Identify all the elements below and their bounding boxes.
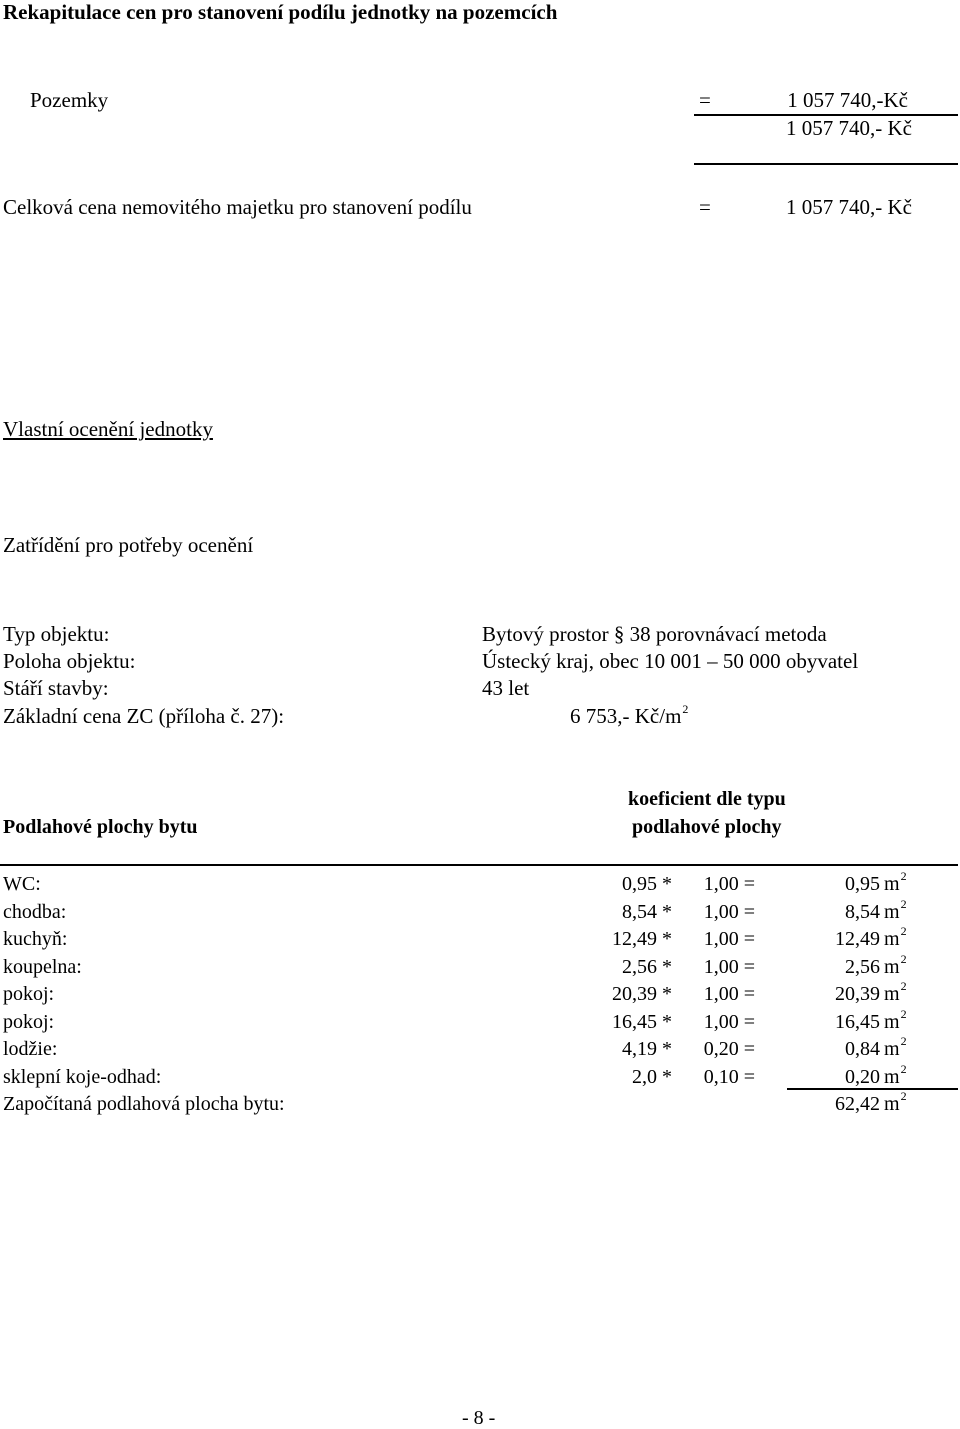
table-row-unit (884, 1062, 907, 1088)
table-row-label: lodžie: (3, 1038, 58, 1060)
underline-subtotal (694, 163, 958, 165)
table-row-coef: 0,20 = (703, 1038, 755, 1060)
unit-sup: 2 (900, 869, 907, 883)
unit-m: m (884, 1038, 900, 1060)
table-header-rule (0, 864, 958, 866)
table-total-value: 62,42 (835, 1093, 880, 1115)
table-row-area: 8,54 * (622, 901, 672, 923)
info-label-base-price: Základní cena ZC (příloha č. 27): (3, 704, 285, 728)
unit-m: m (884, 1066, 900, 1088)
pozemky-equals: = (699, 88, 711, 112)
unit-sup: 2 (900, 1062, 907, 1076)
pozemky-label: Pozemky (30, 88, 109, 112)
unit-sup: 2 (900, 1034, 907, 1048)
table-row-label: pokoj: (3, 1011, 55, 1033)
table-row-area: 20,39 * (612, 983, 672, 1005)
table-row-result: 0,20 (845, 1066, 880, 1088)
unit-sup: 2 (900, 897, 907, 911)
table-row-coef: 1,00 = (703, 901, 755, 923)
subsection-title: Zatřídění pro potřeby ocenění (3, 533, 254, 557)
table-row-result: 0,95 (845, 873, 880, 895)
table-row-label: WC: (3, 873, 41, 895)
table-row-area: 0,95 * (622, 873, 672, 895)
table-total-label: Započítaná podlahová plocha bytu: (3, 1093, 285, 1115)
info-value-location: Ústecký kraj, obec 10 001 – 50 000 obyvatel (482, 649, 859, 673)
table-row-area: 4,19 * (622, 1038, 672, 1060)
pozemky-subtotal: 1 057 740,- Kč (786, 116, 912, 140)
table-header-left: Podlahové plochy bytu (3, 816, 198, 838)
section-title: Vlastní ocenění jednotky (3, 417, 213, 441)
unit-m: m (884, 1093, 900, 1115)
table-row-label: koupelna: (3, 956, 82, 978)
table-row-unit (884, 869, 907, 895)
pozemky-value: 1 057 740,-Kč (787, 88, 908, 112)
table-row-result: 20,39 (835, 983, 880, 1005)
table-row-result: 2,56 (845, 956, 880, 978)
table-header-coef-line2: podlahové plochy (632, 816, 782, 838)
info-label-location: Poloha objektu: (3, 649, 136, 673)
page-number: - 8 - (462, 1407, 496, 1429)
base-price-text: 6 753,- Kč/m (570, 704, 682, 728)
table-row-result: 0,84 (845, 1038, 880, 1060)
table-row-label: pokoj: (3, 983, 55, 1005)
unit-m: m (884, 956, 900, 978)
total-equals: = (699, 195, 711, 219)
info-value-base-price (570, 702, 689, 728)
table-row-unit (884, 979, 907, 1005)
total-label: Celková cena nemovitého majetku pro stanovení podílu (3, 195, 472, 219)
base-price-sup: 2 (682, 702, 689, 716)
unit-sup: 2 (900, 1089, 907, 1103)
table-row-coef: 0,10 = (703, 1066, 755, 1088)
table-row-label: chodba: (3, 901, 67, 923)
table-row-result: 12,49 (835, 928, 880, 950)
info-value-age: 43 let (482, 676, 530, 700)
total-value: 1 057 740,- Kč (786, 195, 912, 219)
table-row-unit (884, 1007, 907, 1033)
table-row-result: 8,54 (845, 901, 880, 923)
table-row-area: 2,56 * (622, 956, 672, 978)
table-row-area: 16,45 * (612, 1011, 672, 1033)
table-row-label: kuchyň: (3, 928, 68, 950)
table-row-unit (884, 952, 907, 978)
table-row-coef: 1,00 = (703, 956, 755, 978)
table-row-area: 12,49 * (612, 928, 672, 950)
table-header-coef-line1: koeficient dle typu (628, 788, 786, 810)
table-total-unit (884, 1089, 907, 1115)
info-label-age: Stáří stavby: (3, 676, 109, 700)
table-row-coef: 1,00 = (703, 928, 755, 950)
unit-m: m (884, 1011, 900, 1033)
unit-sup: 2 (900, 952, 907, 966)
table-row-unit (884, 897, 907, 923)
unit-sup: 2 (900, 1007, 907, 1021)
table-row-coef: 1,00 = (703, 873, 755, 895)
table-row-unit (884, 1034, 907, 1060)
info-value-type: Bytový prostor § 38 porovnávací metoda (482, 622, 827, 646)
unit-m: m (884, 928, 900, 950)
table-row-coef: 1,00 = (703, 1011, 755, 1033)
table-row-unit (884, 924, 907, 950)
page-heading: Rekapitulace cen pro stanovení podílu jednotky na pozemcích (3, 0, 558, 24)
unit-m: m (884, 873, 900, 895)
table-row-area: 2,0 * (632, 1066, 672, 1088)
table-row-result: 16,45 (835, 1011, 880, 1033)
table-row-label: sklepní koje-odhad: (3, 1066, 162, 1088)
table-total-rule (787, 1088, 958, 1090)
unit-m: m (884, 983, 900, 1005)
unit-m: m (884, 901, 900, 923)
info-label-type: Typ objektu: (3, 622, 110, 646)
table-row-coef: 1,00 = (703, 983, 755, 1005)
unit-sup: 2 (900, 924, 907, 938)
unit-sup: 2 (900, 979, 907, 993)
